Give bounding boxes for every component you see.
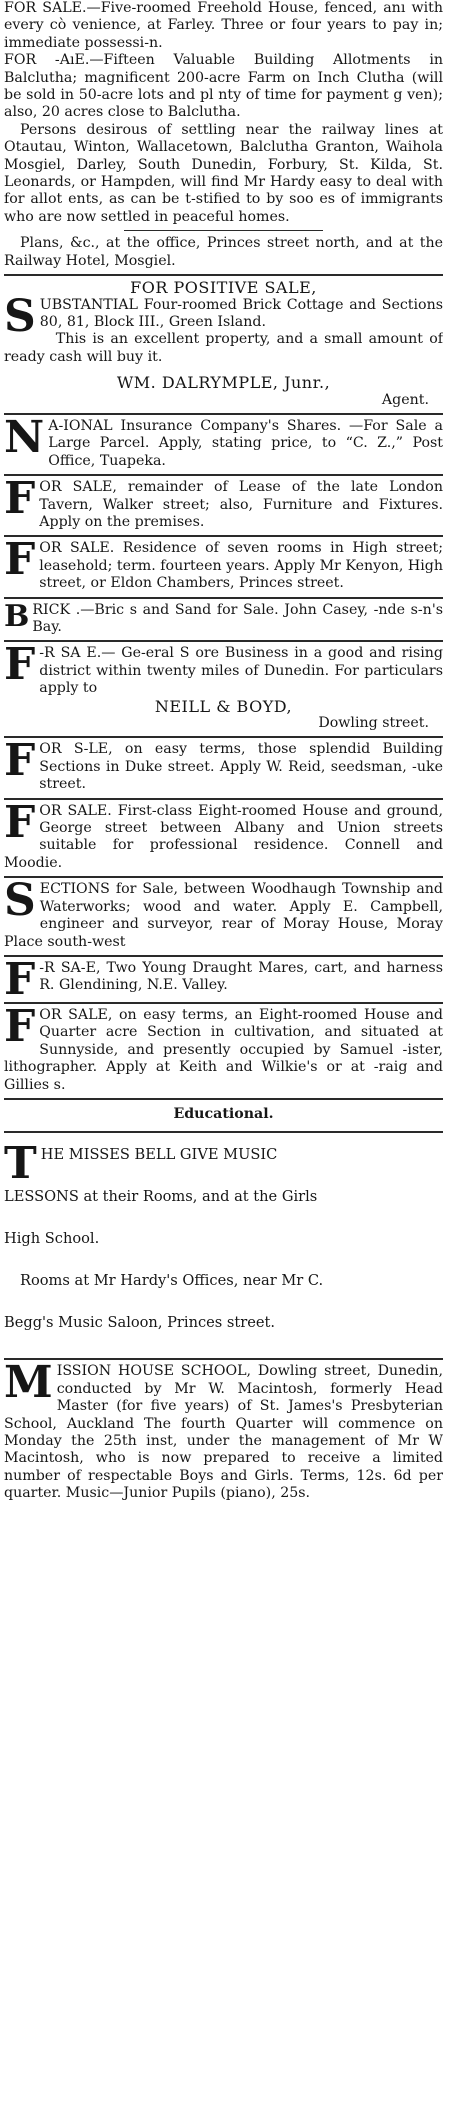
drop-cap: F	[4, 802, 36, 848]
ad-body: OR SALE. Residence of seven rooms in High street; leasehold; term. fourteen years. Apply Mr Kenyon, High street, or Eldon Chambers, Princes street.	[39, 540, 443, 592]
divider	[124, 230, 323, 231]
drop-cap: F	[4, 959, 36, 998]
ad-body: A‑IONAL Insurance Company's Shares. —For Sale a Large Parcel. Apply, stating price, to “C. Z.,” Post Office, Tuapeka.	[48, 417, 443, 469]
ad-paragraph: Plans, &c., at the office, Princes street north, and at the Railway Hotel, Mosgiel.	[4, 235, 443, 269]
drop-cap: F	[4, 479, 36, 525]
ad-hardy-freehold	[4, 0, 443, 270]
drop-cap: F	[4, 741, 36, 787]
drop-cap: T	[4, 1138, 37, 1190]
ad-signature: WM. DALRYMPLE, Junr.,	[116, 373, 331, 393]
drop-cap: S	[4, 881, 36, 927]
ad-body: UBSTANTIAL Four-roomed Brick Cottage and Sections 80, 81, Block III., Green Island.	[39, 296, 443, 330]
ad-dalrymple	[4, 279, 443, 409]
drop-cap: N	[4, 417, 45, 463]
drop-cap: F	[4, 1006, 36, 1052]
divider	[4, 876, 443, 878]
divider	[4, 640, 443, 642]
ad-paragraph: Persons desirous of settling near the railway lines at Otautau, Winton, Wallacetown, Balclutha Granton, Waihola Mosgiel, Darley, South Dunedin, Forbury, St. Kilda, St. Leonards, or Hampden, will find Mr Hardy easy to deal with for allot ents, as can be t-stified to by soo es of immigrants who are now settled in peaceful homes.	[4, 121, 443, 225]
ad-body: ‑R SA E.— Ge‑eral S ore Business in a good and rising district within twenty miles of Dunedin. For particulars apply to	[39, 645, 443, 697]
divider	[4, 413, 443, 415]
ad-london-tavern	[4, 479, 443, 531]
ad-signature: NEILL & BOYD,	[154, 696, 293, 716]
divider	[4, 736, 443, 738]
divider	[4, 274, 443, 276]
music-line: LESSONS at their Rooms, and at the Girls	[4, 1188, 318, 1206]
ad-signature-title: Agent.	[381, 391, 429, 408]
music-line: High School.	[4, 1230, 100, 1248]
ad-body: ISSION HOUSE SCHOOL, Dowling street, Dunedin, conducted by Mr W. Macintosh, formerly Head Master (for five years) of St. James's Presbyterian School, Auckland The fourth Quarter will commence on Monday the 25th inst, under the management of Mr W Macintosh, who is now prepared to receive a limited number of respectable Boys and Girls. Terms, 12s. 6d per quarter. Music—Junior Pupils (piano), 25s.	[4, 1363, 443, 1502]
drop-cap: B	[4, 601, 30, 634]
drop-cap: M	[4, 1363, 53, 1409]
ad-body: RICK .—Bric s and Sand for Sale. John Casey, ‑nde s‑n's Bay.	[32, 601, 443, 635]
ad-body: ECTIONS for Sale, between Woodhaugh Township and Waterworks; wood and water. Apply E. Campbell, engineer and surveyor, rear of Moray House, Moray Place south-west	[4, 881, 443, 950]
music-line: Begg's Music Saloon, Princes street.	[4, 1314, 276, 1332]
ad-paragraph: FOR ‑AıE.—Fifteen Valuable Building Allotments in Balclutha; magnificent 200-acre Farm on Inch Clutha (will be sold in 50-acre lots and pl nty of time for payment g ven); also, 20 acres close to Balclutha.	[4, 52, 443, 121]
drop-cap: F	[4, 540, 36, 586]
ad-brick	[4, 602, 443, 637]
drop-cap: F	[4, 645, 36, 691]
divider	[4, 955, 443, 957]
ad-kenyon-residence	[4, 540, 443, 592]
ad-body: OR S‑LE, on easy terms, those splendid Building Sections in Duke street. Apply W. Reid, seedsman, ‑uke street.	[39, 741, 443, 793]
ad-body: This is an excellent property, and a small amount of ready cash will buy it.	[4, 331, 443, 365]
ad-insurance-shares	[4, 418, 443, 470]
ad-body: OR SALE, on easy terms, an Eight-roomed House and Quarter acre Section in cultivation, and situated at Sunnyside, and presently occupied by Samuel ‑ister, lithographer. Apply at Keith and Wilkie's or at ‑raig and Gillies s.	[4, 1006, 443, 1093]
ad-woodhaugh-sections	[4, 881, 443, 951]
ad-neill-boyd	[4, 645, 443, 732]
divider	[4, 1002, 443, 1004]
ad-duke-street-sections	[4, 741, 443, 793]
divider	[4, 1358, 443, 1360]
music-line: Rooms at Mr Hardy's Offices, near Mr C.	[20, 1272, 324, 1290]
divider	[4, 535, 443, 537]
divider	[4, 798, 443, 800]
ad-draught-mares	[4, 960, 443, 998]
ad-george-street-house	[4, 803, 443, 873]
divider	[4, 597, 443, 599]
music-line: HE MISSES BELL GIVE MUSIC	[40, 1146, 278, 1164]
divider	[4, 1098, 443, 1100]
ad-body: OR SALE. First-class Eight-roomed House and ground, George street between Albany and Union streets suitable for professional residence. Connell and Moodie.	[4, 802, 443, 871]
ad-body: ‑R SA‑E, Two Young Draught Mares, cart, and harness R. Glendining, N.E. Valley.	[39, 959, 443, 994]
section-heading-educational: Educational.	[173, 1105, 274, 1122]
ad-paragraph: FOR SALE.—Five-roomed Freehold House, fenced, anı with every cò venience, at Farley. Three or four years to pay in; immediate possessi‑n.	[4, 0, 443, 51]
ad-heading: FOR POSITIVE SALE,	[130, 279, 317, 298]
ad-body: OR SALE, remainder of Lease of the late London Tavern, Walker street; also, Furniture and Fixtures. Apply on the premises.	[39, 479, 443, 530]
ad-mission-house-school	[4, 1363, 443, 1502]
divider	[4, 1131, 443, 1133]
divider	[4, 474, 443, 476]
ad-misses-bell-music	[4, 1136, 443, 1354]
ad-sunnyside-house	[4, 1007, 443, 1094]
drop-cap: S	[4, 290, 36, 342]
ad-signature-title: Dowling street.	[318, 715, 429, 732]
